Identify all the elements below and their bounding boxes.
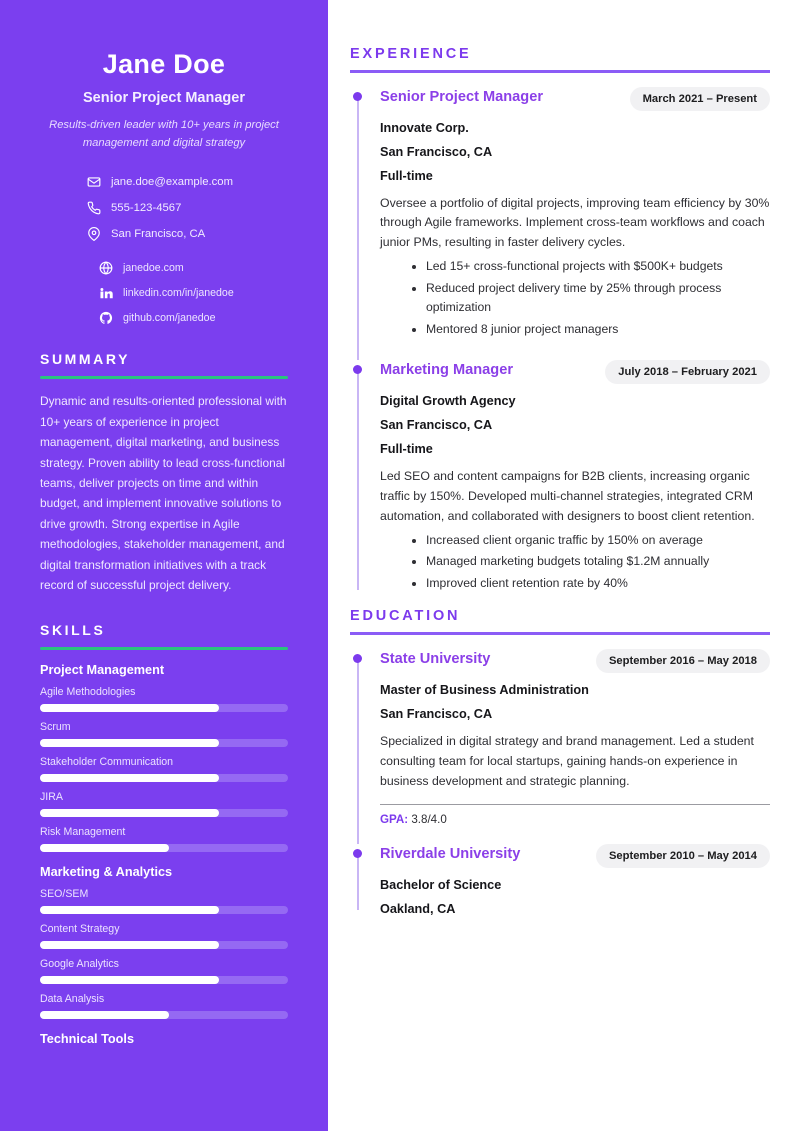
school-name: Riverdale University: [380, 845, 521, 862]
employment-type: Full-time: [380, 441, 433, 456]
job-title: Senior Project Manager: [380, 88, 544, 105]
candidate-name: Jane Doe: [102, 49, 226, 79]
employment-type: Full-time: [380, 168, 433, 183]
linkedin-icon: [98, 285, 113, 300]
skill-bar-fill: [40, 1011, 169, 1019]
date-range-badge: September 2010 – May 2014: [596, 844, 770, 868]
timeline-dot-icon: [353, 654, 362, 663]
contact-phone[interactable]: [40, 200, 288, 215]
globe-icon: [98, 260, 113, 275]
entry-description: Led SEO and content campaigns for B2B clients, increasing organic traffic by 150%. Developed multi-channel strategies, integrated CRM automation, and collaborated with designers to boost client retention.: [380, 468, 755, 523]
skill-row: [40, 721, 288, 747]
entry-description: Specialized in digital strategy and brand management. Led a student consulting team for local startups, gaining hands-on experience in business development and strategic planning.: [380, 733, 754, 788]
skill-bar-fill: [40, 704, 219, 712]
experience-entry: [350, 360, 770, 602]
school-name: State University: [380, 650, 491, 667]
github-icon: [98, 310, 113, 325]
skill-bar-track: [40, 1011, 288, 1019]
gpa-label: GPA:: [380, 812, 409, 826]
candidate-title: Senior Project Manager: [83, 90, 245, 107]
skill-group-title: Project Management: [40, 662, 165, 677]
entry-bullet: • Increased client organic traffic by 150% on average: [426, 531, 770, 550]
skills-heading: SKILLS: [40, 621, 106, 638]
timeline-dot-icon: [353, 365, 362, 374]
date-range-badge: July 2018 – February 2021: [605, 360, 770, 384]
education-divider: [350, 632, 770, 635]
skill-label: Risk Management: [40, 825, 126, 838]
experience-entry: [350, 87, 770, 360]
date-range-badge: September 2016 – May 2018: [596, 649, 770, 673]
skill-label: Content Strategy: [40, 922, 120, 935]
skill-bar-fill: [40, 739, 219, 747]
skill-bar-track: [40, 704, 288, 712]
entry-header: [380, 844, 770, 868]
skill-row: [40, 888, 288, 914]
entry-bullet: • Managed marketing budgets totaling $1.2M annually: [426, 552, 770, 571]
skill-bar-track: [40, 976, 288, 984]
skill-label: Google Analytics: [40, 957, 119, 970]
experience-divider: [350, 70, 770, 73]
experience-entries: [350, 87, 770, 603]
timeline-line: [357, 657, 359, 844]
experience-heading: EXPERIENCE: [350, 46, 472, 62]
entry-header: [380, 87, 770, 111]
skill-row: [40, 756, 288, 782]
skill-label: SEO/SEM: [40, 887, 89, 900]
link-website[interactable]: [40, 260, 288, 275]
skill-bar-track: [40, 739, 288, 747]
education-entries: [350, 649, 770, 922]
link-linkedin-text: linkedin.com/in/janedoe: [123, 286, 234, 299]
gpa-row: [380, 813, 770, 826]
skill-bar-fill: [40, 976, 219, 984]
main-content: [328, 0, 800, 1131]
skills-section: [40, 622, 288, 1046]
summary-section: [40, 351, 288, 596]
entry-location: Oakland, CA: [380, 901, 456, 916]
timeline-dot-icon: [353, 849, 362, 858]
link-github[interactable]: [40, 310, 288, 325]
contact-phone-text: 555-123-4567: [111, 201, 182, 214]
skill-row: [40, 958, 288, 984]
company-name: Innovate Corp.: [380, 120, 469, 135]
skill-row: [40, 791, 288, 817]
skill-bar-fill: [40, 906, 219, 914]
envelope-icon: [86, 174, 101, 189]
skill-bar-track: [40, 809, 288, 817]
timeline-line: [357, 95, 359, 360]
link-website-text: janedoe.com: [123, 261, 184, 274]
skill-row: [40, 923, 288, 949]
entry-bullet: • Mentored 8 junior project managers: [426, 320, 770, 339]
timeline-dot-icon: [353, 92, 362, 101]
skill-row: [40, 686, 288, 712]
sidebar: [0, 0, 328, 1131]
job-title: Marketing Manager: [380, 361, 513, 378]
education-entry: [350, 649, 770, 844]
entry-location: San Francisco, CA: [380, 706, 493, 721]
contact-email[interactable]: [40, 174, 288, 189]
skill-bar-fill: [40, 809, 219, 817]
entry-location: San Francisco, CA: [380, 144, 493, 159]
skill-bar-fill: [40, 844, 169, 852]
entry-bullet-list: [426, 531, 770, 594]
skill-group-title: Marketing & Analytics: [40, 864, 173, 879]
entry-bullet-list: [426, 257, 770, 339]
skill-label: Stakeholder Communication: [40, 755, 174, 768]
gpa-value: 3.8/4.0: [408, 812, 447, 826]
timeline-line: [357, 368, 359, 590]
summary-heading: SUMMARY: [40, 351, 131, 368]
contact-location-text: San Francisco, CA: [111, 227, 206, 240]
skill-bar-fill: [40, 774, 219, 782]
entry-bullet: • Improved client retention rate by 40%: [426, 574, 770, 593]
contact-email-text: jane.doe@example.com: [111, 175, 233, 188]
entry-bullet: • Reduced project delivery time by 25% through process optimization: [426, 279, 770, 317]
contact-location: [40, 226, 288, 241]
skill-bar-track: [40, 844, 288, 852]
location-pin-icon: [86, 226, 101, 241]
skill-bar-track: [40, 906, 288, 914]
skill-label: Data Analysis: [40, 992, 105, 1005]
skill-group-title: Technical Tools: [40, 1031, 134, 1046]
gpa-divider: [380, 804, 770, 805]
summary-divider: [40, 376, 288, 379]
entry-description: Oversee a portfolio of digital projects, improving team efficiency by 30% through Agile frameworks. Implement cross-team workflows and coach junior PMs, resulting in faster delivery cycles.: [380, 195, 770, 250]
education-section: [350, 608, 770, 921]
entry-bullet: • Led 15+ cross-functional projects with $500K+ budgets: [426, 257, 770, 276]
link-github-text: github.com/janedoe: [123, 311, 216, 324]
skill-row: [40, 993, 288, 1019]
skills-divider: [40, 647, 288, 650]
experience-section: [350, 46, 770, 602]
skill-row: [40, 826, 288, 852]
skill-bar-fill: [40, 941, 219, 949]
contact-list: [40, 174, 288, 241]
education-heading: EDUCATION: [350, 608, 461, 625]
phone-icon: [86, 200, 101, 215]
education-entry: [350, 844, 770, 922]
entry-location: San Francisco, CA: [380, 417, 493, 432]
links-list: [40, 260, 288, 325]
candidate-tagline: Results-driven leader with 10+ years in project management and digital strategy: [49, 119, 279, 149]
summary-text: Dynamic and results-oriented professional with 10+ years of experience in project management, digital marketing, and business strategy. Proven ability to lead cross-functional teams, deliver projects on time and within budget, and implement innovative solutions to drive growth. Strong expertise in Agile methodologies, stakeholder management, and digital transformation initiatives with a track record of successful project delivery.: [40, 394, 287, 593]
timeline-line: [357, 852, 359, 910]
entry-header: [380, 360, 770, 384]
skill-label: Scrum: [40, 720, 71, 733]
skill-label: Agile Methodologies: [40, 685, 136, 698]
degree-name: Master of Business Administration: [380, 682, 589, 697]
skill-groups: [40, 663, 288, 1046]
skill-bar-track: [40, 774, 288, 782]
entry-header: [380, 649, 770, 673]
link-linkedin[interactable]: [40, 285, 288, 300]
skill-bar-track: [40, 941, 288, 949]
date-range-badge: March 2021 – Present: [630, 87, 770, 111]
degree-name: Bachelor of Science: [380, 877, 502, 892]
company-name: Digital Growth Agency: [380, 393, 516, 408]
skill-label: JIRA: [40, 790, 63, 803]
